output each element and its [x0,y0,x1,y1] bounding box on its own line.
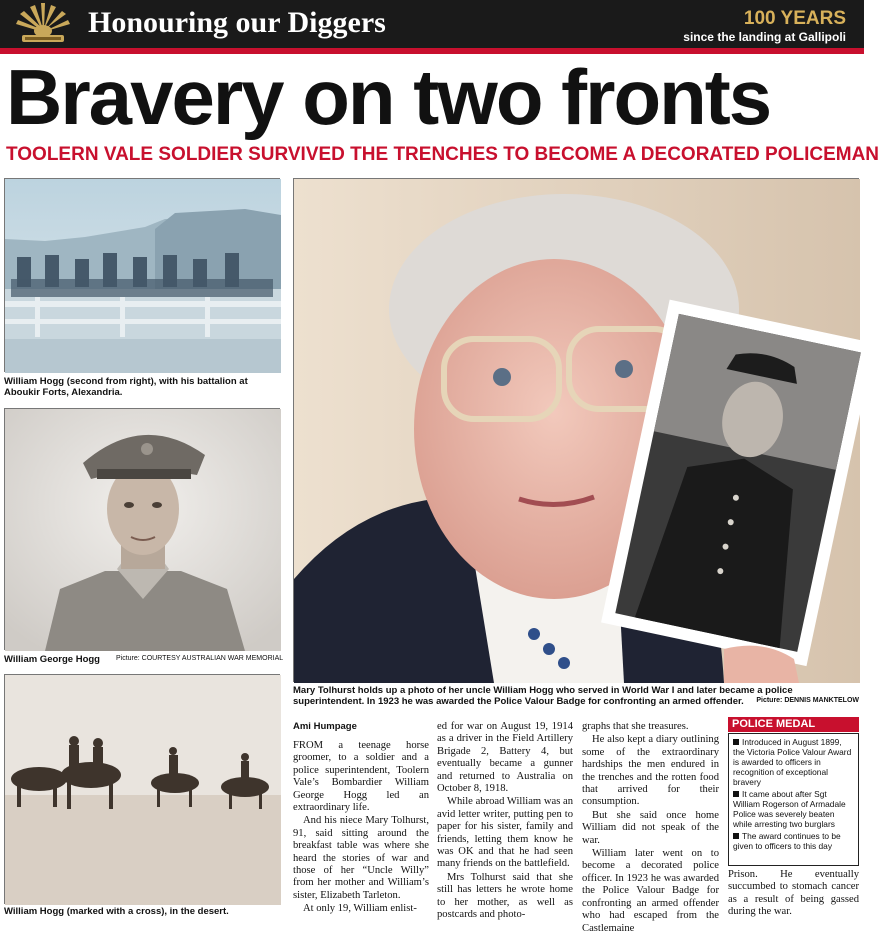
article-paragraph: And his niece Mary Tolhurst, 91, said sitting around the breakfast table was where she heard the stories of war and those of her “Uncle Willy” from her mother and William’s sister, Elizabeth Tarleton. [293,815,429,901]
byline: Ami Humpage [293,721,357,732]
article-column-2 [437,721,573,922]
subheadline: TOOLERN VALE SOLDIER SURVIVED THE TRENCHES TO BECOME A DECORATED POLICEMAN [6,144,879,165]
factbox-item [733,737,854,787]
desert-photo-image [5,675,281,905]
desert-photo [4,674,280,904]
desert-photo-caption: William Hogg (marked with a cross), in the desert. [4,906,229,917]
police-medal-heading: POLICE MEDAL [728,717,859,732]
anniversary-years: 100 YEARS [743,8,846,29]
mary-tolhurst-photo-image [294,179,860,683]
battalion-photo [4,178,280,372]
article-paragraph: But she said once home William did not speak of the war. [582,809,719,846]
main-photo [293,178,859,682]
square-bullet-icon [733,739,739,745]
police-medal-factbox [728,733,859,866]
anniversary-subtitle: since the landing at Gallipoli [683,30,846,44]
square-bullet-icon [733,833,739,839]
article-paragraph: At only 19, William enlist- [303,903,417,915]
square-bullet-icon [733,791,739,797]
article-paragraph: William later went on to become a decorated police officer. In 1923 he was awarded the Police Valour Badge for confronting an armed offender who had escaped from the Castlemaine [582,848,719,934]
portrait-photo-credit: Picture: COURTESY AUSTRALIAN WAR MEMORIAL [116,655,284,662]
factbox-item [733,789,854,829]
battalion-photo-image [5,179,281,373]
portrait-photo [4,408,280,650]
main-photo-caption: Mary Tolhurst holds up a photo of her uncle William Hogg who served in World War I and later became a police superintendent. In 1923 he was awarded the Police Valour Badge for confronting an armed offender. [293,685,793,707]
article-paragraph: Prison. He eventually succumbed to stomach cancer as a result of being gassed during the war. [728,869,859,918]
rising-sun-badge-icon [10,2,76,44]
article-paragraph: While abroad William was an avid letter writer, putting pen to paper for his sister, family and friends, letting them know he was OK and that he had seen many friends on the battlefield. [437,796,573,870]
headline: Bravery on two fronts [6,53,771,141]
article-paragraph: graphs that she treasures. [582,721,689,732]
factbox-item-text: Introduced in August 1899, the Victoria Police Valour Award is awarded to officers in recognition of exceptional bravery [733,737,852,787]
article-column-3 [582,721,719,934]
article-paragraph: He also kept a diary outlining some of the extraordinary hardships the men endured in the trenches and the rotten food that arrived for their consumption. [582,734,719,808]
article-column-4 [728,869,859,925]
factbox-item-text: The award continues to be given to officers to this day [733,831,841,851]
battalion-photo-caption: William Hogg (second from right), with his battalion at Aboukir Forts, Alexandria. [4,376,248,398]
section-title: Honouring our Diggers [88,6,386,39]
article-paragraph: ed for war on August 19, 1914 as a driver in the Field Artillery Brigade 2, Battery 4, but eventually became a gunner and returned to Australia on October 8, 1918. [437,721,573,795]
factbox-item-text: It came about after Sgt William Rogerson of Armadale Police was severely beaten while arresting two burglars [733,789,846,829]
article-column-1 [293,740,429,922]
portrait-photo-caption: William George Hogg [4,654,100,665]
main-photo-credit: Picture: DENNIS MANKTELOW [756,697,859,704]
soldier-portrait-image [5,409,281,651]
article-paragraph: Mrs Tolhurst said that she still has letters he wrote home to her mother, as well as postcards and photo- [437,871,573,921]
article-paragraph: FROM a teenage horse groomer, to a soldier and a police superintendent, Toolern Vale’s Bombardier William George Hogg led an extraordinary life. [293,740,429,814]
factbox-item [733,831,854,851]
